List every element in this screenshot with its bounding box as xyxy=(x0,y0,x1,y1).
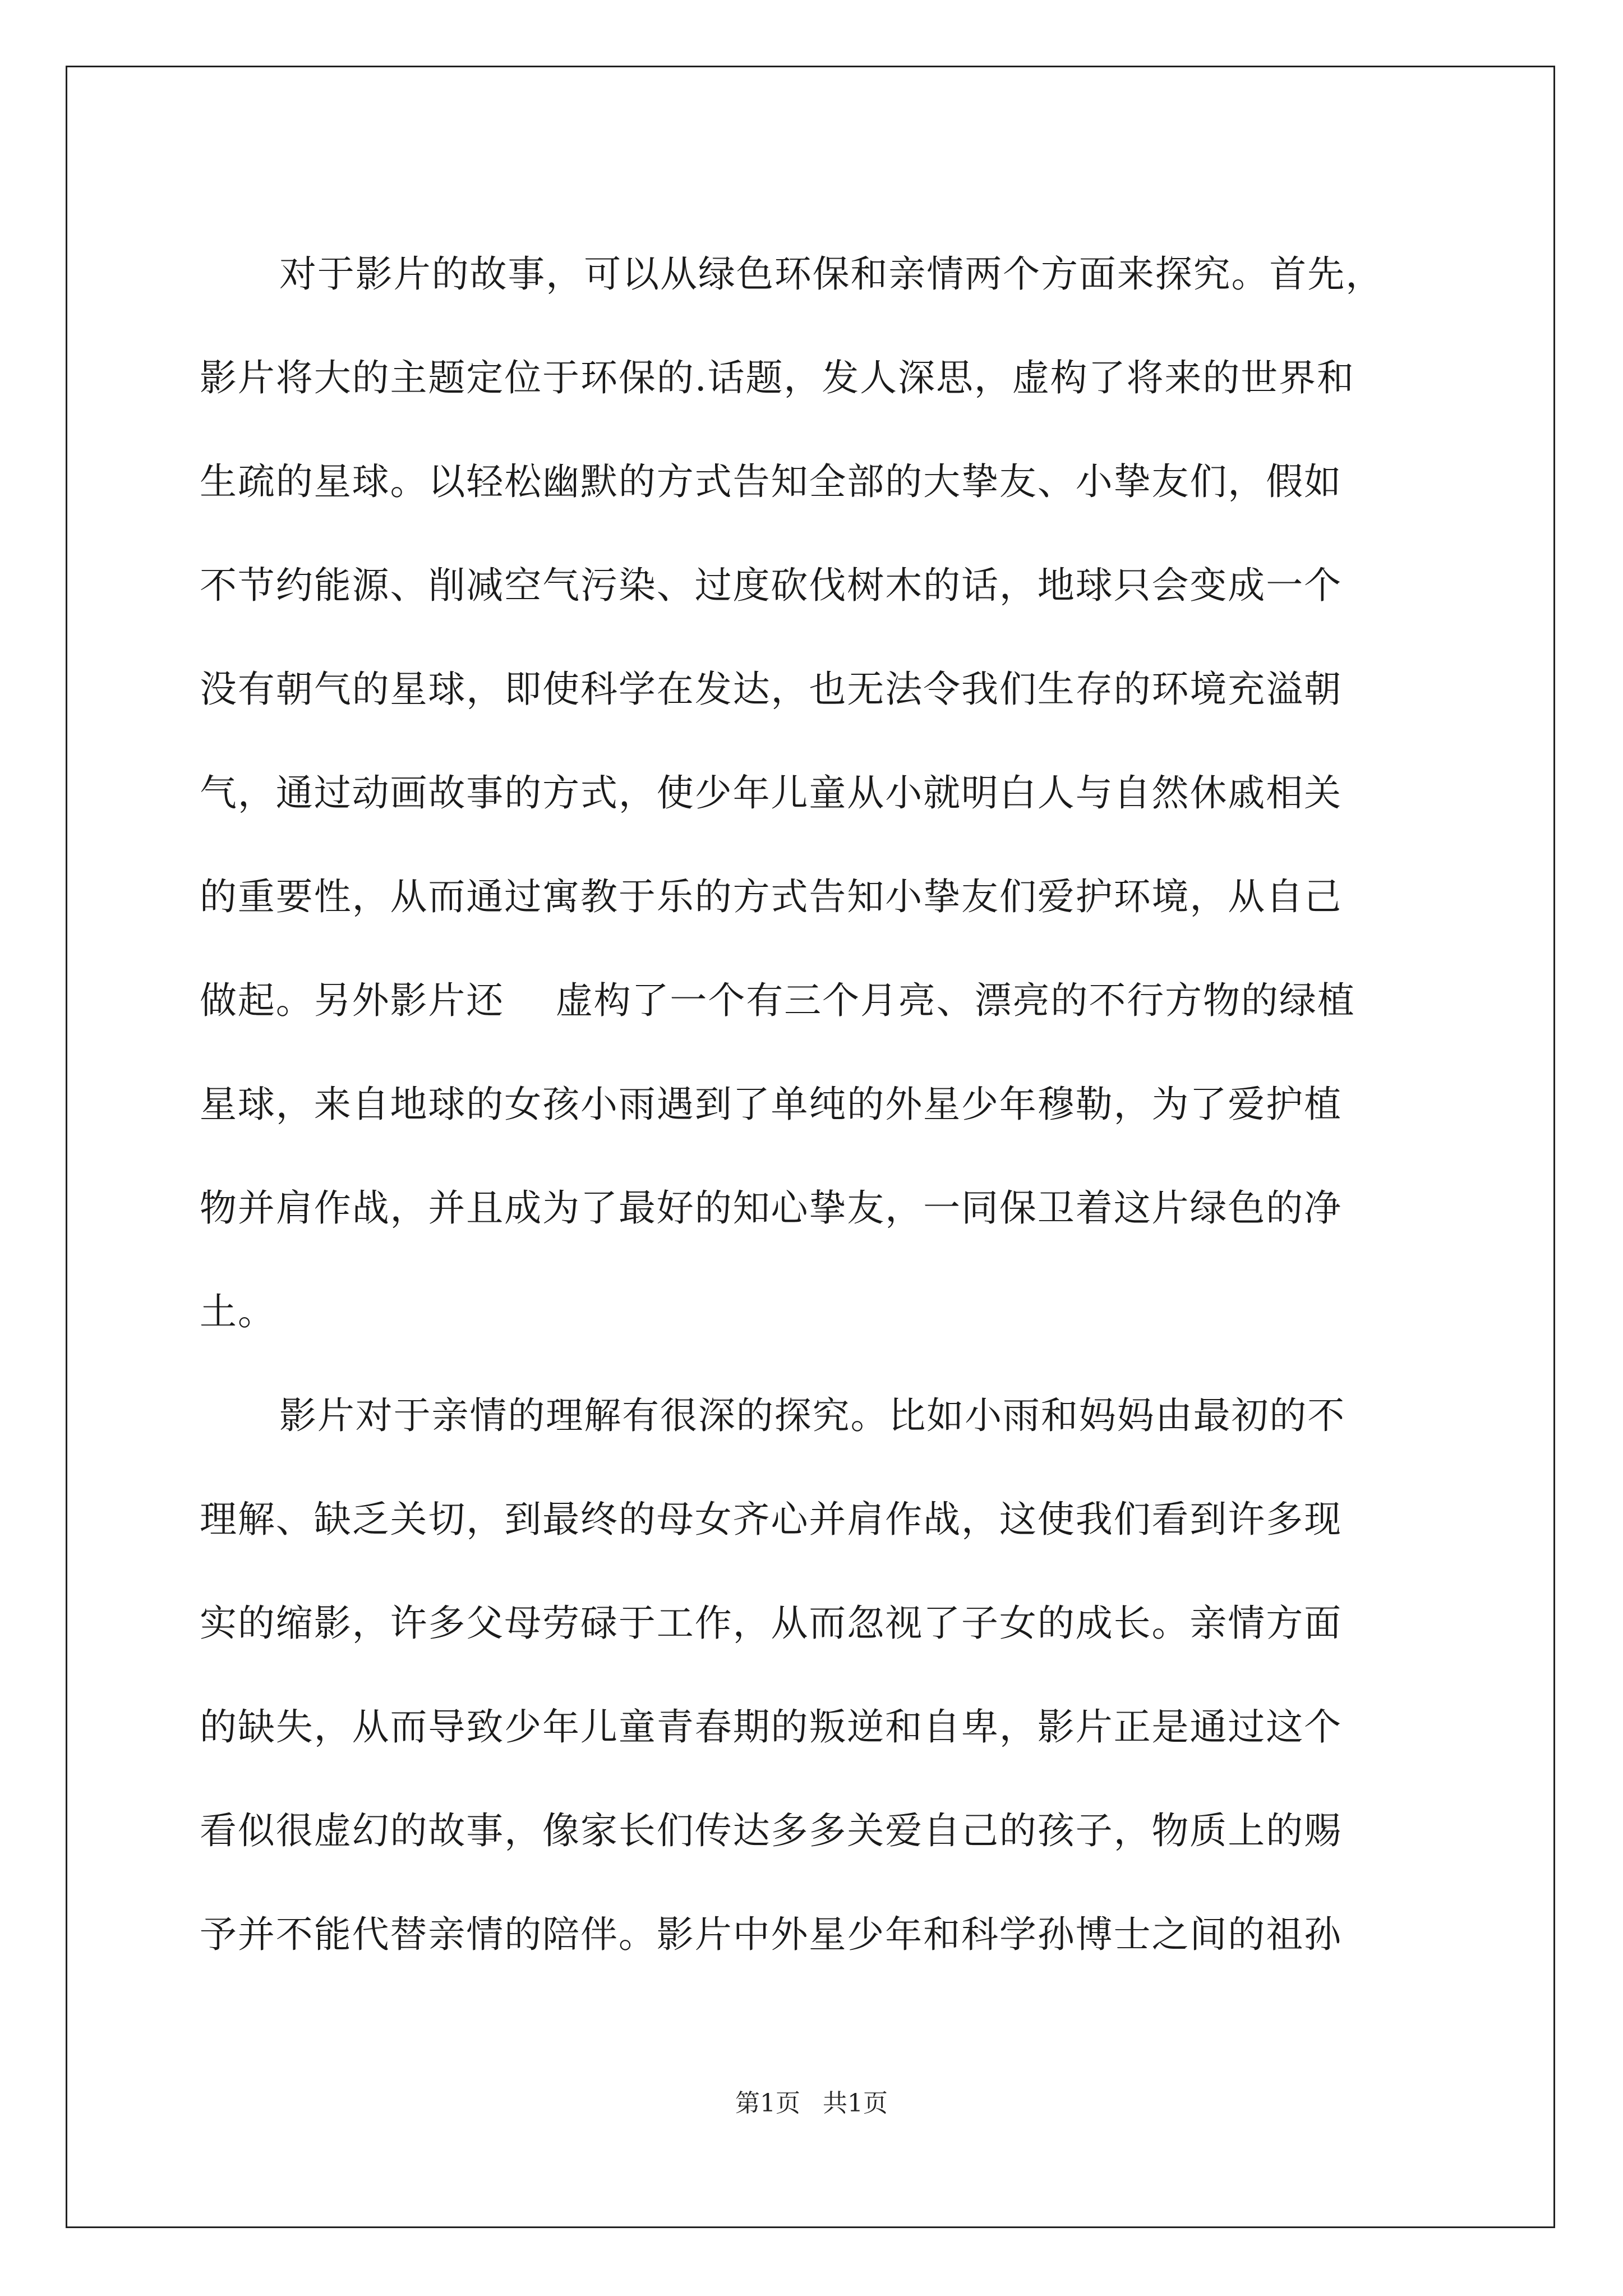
page-footer xyxy=(0,2087,1623,2120)
page-number: 第1页 xyxy=(735,2089,800,2118)
document-body xyxy=(200,222,1431,1986)
paragraph-1-line-4: 不节约能源、削减空气污染、过度砍伐树木的话，地球只会变成一个 xyxy=(200,564,1342,607)
paragraph-2-line-4: 的缺失，从而导致少年儿童青春期的叛逆和自卑，影片正是通过这个 xyxy=(200,1705,1342,1749)
paragraph-1-line-7: 的重要性，从而通过寓教于乐的方式告知小挚友们爱护环境，从自己 xyxy=(200,875,1342,918)
paragraph-2-line-1: 影片对于亲情的理解有很深的探究。比如小雨和妈妈由最初的不 xyxy=(279,1394,1346,1437)
page-total: 共1页 xyxy=(823,2089,888,2118)
paragraph-2-line-5: 看似很虚幻的故事，像家长们传达多多关爱自己的孩子，物质上的赐 xyxy=(200,1809,1342,1852)
paragraph-2-line-3: 实的缩影，许多父母劳碌于工作，从而忽视了子女的成长。亲情方面 xyxy=(200,1602,1342,1645)
paragraph-1-line-10: 物并肩作战，并且成为了最好的知心挚友，一同保卫着这片绿色的净 xyxy=(200,1186,1342,1230)
paragraph-2-line-6: 予并不能代替亲情的陪伴。影片中外星少年和科学孙博士之间的祖孙 xyxy=(200,1913,1342,1956)
paragraph-1-line-1: 对于影片的故事，可以从绿色环保和亲情两个方面来探究。首先， xyxy=(279,252,1384,296)
paragraph-1-line-11: 土。 xyxy=(200,1290,276,1333)
paragraph-1-line-5: 没有朝气的星球，即使科学在发达，也无法令我们生存的环境充溢朝 xyxy=(200,668,1342,711)
paragraph-1-line-2: 影片将大的主题定位于环保的.话题，发人深思，虚构了将来的世界和 xyxy=(200,356,1355,399)
paragraph-1-line-6: 气，通过动画故事的方式，使少年儿童从小就明白人与自然休戚相关 xyxy=(200,771,1342,815)
paragraph-1-line-9: 星球，来自地球的女孩小雨遇到了单纯的外星少年穆勒，为了爱护植 xyxy=(200,1083,1342,1126)
paragraph-2-line-2: 理解、缺乏关切，到最终的母女齐心并肩作战，这使我们看到许多现 xyxy=(200,1498,1342,1541)
paragraph-1-line-8: 做起。另外影片还 虚构了一个有三个月亮、漂亮的不行方物的绿植 xyxy=(200,979,1355,1022)
paragraph-1-line-3: 生疏的星球。以轻松幽默的方式告知全部的大挚友、小挚友们，假如 xyxy=(200,460,1342,503)
